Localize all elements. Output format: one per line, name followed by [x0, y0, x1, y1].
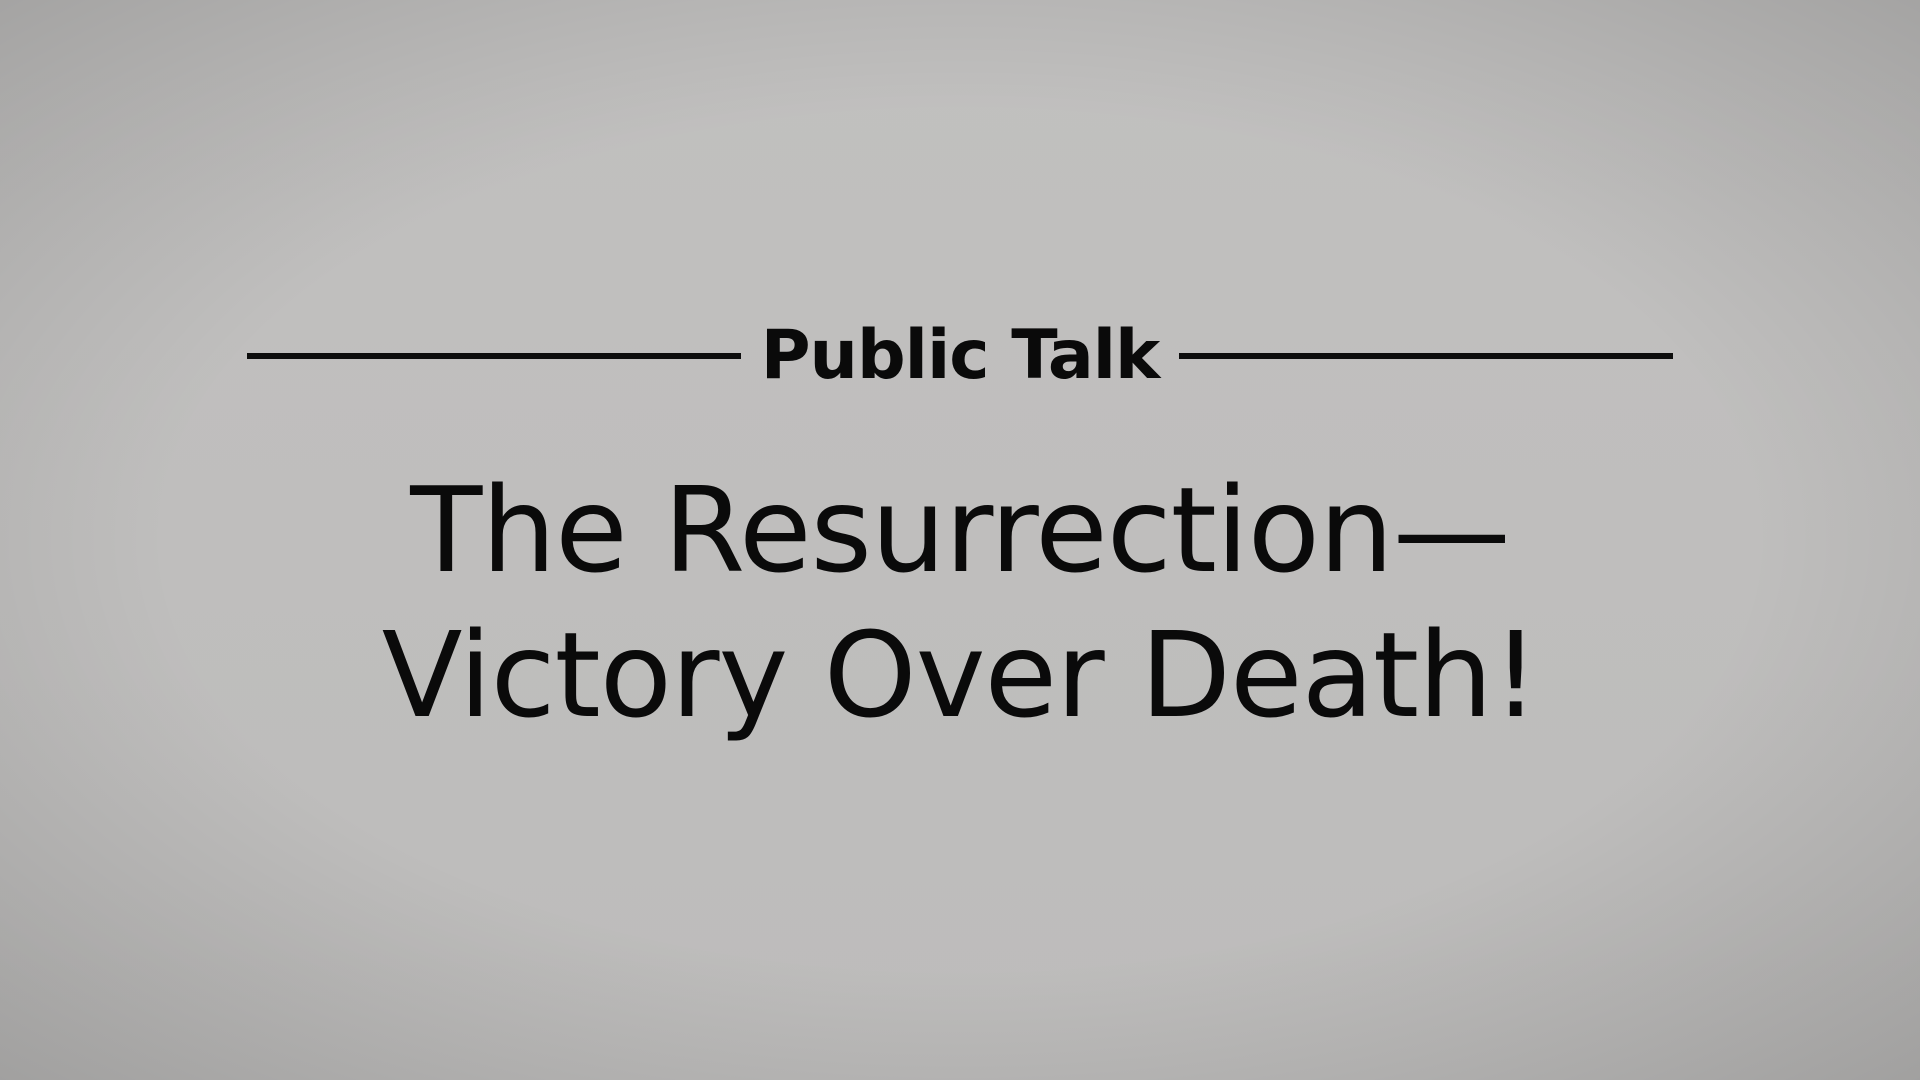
left-rule-line	[247, 353, 741, 359]
title-line-2: Victory Over Death!	[381, 606, 1539, 744]
header-row	[247, 318, 1673, 394]
section-label: Public Talk	[760, 316, 1160, 395]
right-rule-line	[1179, 353, 1673, 359]
talk-title	[160, 458, 1760, 748]
title-line-1: The Resurrection—	[410, 461, 1510, 599]
